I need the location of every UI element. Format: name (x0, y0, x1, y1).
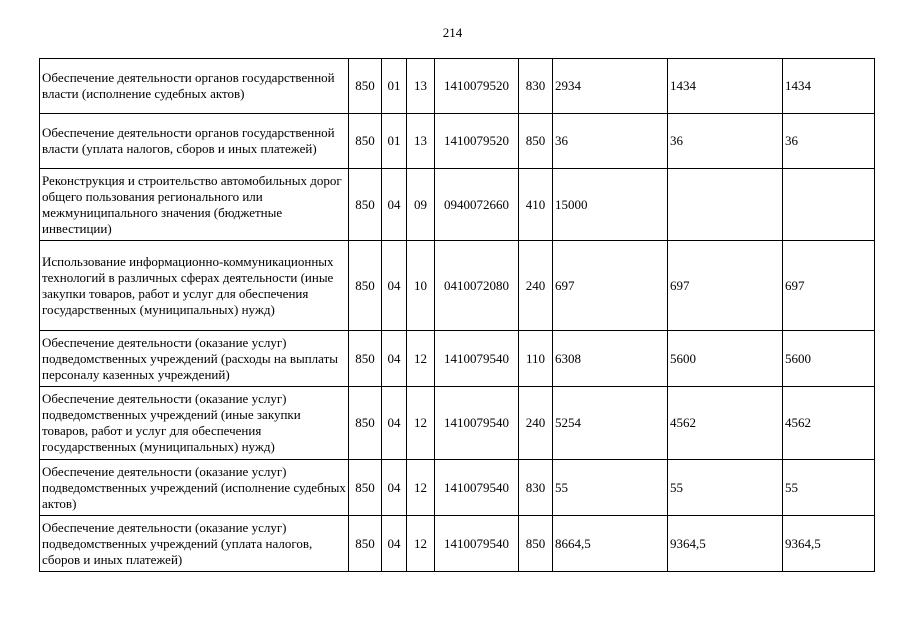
cell-name: Использование информационно-коммуникационных технологий в различных сферах деятельности (иные закупки товаров, работ и услуг для обеспечения государственных (муниципальных) нужд) (40, 241, 349, 331)
cell-expense-type: 830 (519, 460, 553, 516)
cell-subsection-code: 12 (407, 387, 435, 460)
cell-subsection-code: 13 (407, 114, 435, 169)
cell-amount-2: 5600 (668, 331, 783, 387)
cell-section-code: 04 (382, 241, 407, 331)
cell-expense-type: 240 (519, 387, 553, 460)
table-row (40, 387, 875, 460)
cell-name: Обеспечение деятельности (оказание услуг) подведомственных учреждений (уплата налогов, сборов и иных платежей) (40, 516, 349, 572)
cell-amount-3: 5600 (783, 331, 875, 387)
cell-amount-3 (783, 169, 875, 241)
cell-ved-code: 850 (349, 114, 382, 169)
table-row (40, 241, 875, 331)
cell-name: Обеспечение деятельности (оказание услуг) подведомственных учреждений (расходы на выплаты персоналу казенных учреждений) (40, 331, 349, 387)
cell-name: Обеспечение деятельности органов государственной власти (уплата налогов, сборов и иных платежей) (40, 114, 349, 169)
table-row (40, 460, 875, 516)
budget-table (39, 58, 875, 572)
table-row (40, 516, 875, 572)
cell-subsection-code: 12 (407, 460, 435, 516)
cell-amount-3: 9364,5 (783, 516, 875, 572)
cell-subsection-code: 12 (407, 331, 435, 387)
cell-amount-2: 4562 (668, 387, 783, 460)
cell-amount-3: 55 (783, 460, 875, 516)
cell-expense-type: 410 (519, 169, 553, 241)
cell-subsection-code: 09 (407, 169, 435, 241)
cell-amount-2: 697 (668, 241, 783, 331)
cell-section-code: 04 (382, 516, 407, 572)
cell-section-code: 04 (382, 169, 407, 241)
cell-section-code: 01 (382, 59, 407, 114)
cell-name: Обеспечение деятельности (оказание услуг) подведомственных учреждений (исполнение судебных актов) (40, 460, 349, 516)
cell-amount-2: 9364,5 (668, 516, 783, 572)
cell-target-article: 0410072080 (435, 241, 519, 331)
cell-subsection-code: 10 (407, 241, 435, 331)
cell-target-article: 1410079520 (435, 59, 519, 114)
cell-amount-1: 36 (553, 114, 668, 169)
cell-ved-code: 850 (349, 387, 382, 460)
cell-target-article: 0940072660 (435, 169, 519, 241)
cell-amount-1: 2934 (553, 59, 668, 114)
cell-target-article: 1410079540 (435, 516, 519, 572)
table-row (40, 59, 875, 114)
cell-ved-code: 850 (349, 169, 382, 241)
cell-amount-1: 697 (553, 241, 668, 331)
cell-amount-2: 36 (668, 114, 783, 169)
cell-amount-3: 4562 (783, 387, 875, 460)
cell-name: Реконструкция и строительство автомобильных дорог общего пользования регионального или межмуниципального значения (бюджетные инвестиции) (40, 169, 349, 241)
cell-section-code: 04 (382, 387, 407, 460)
cell-ved-code: 850 (349, 241, 382, 331)
cell-amount-1: 55 (553, 460, 668, 516)
table-row (40, 331, 875, 387)
cell-target-article: 1410079540 (435, 387, 519, 460)
cell-target-article: 1410079540 (435, 331, 519, 387)
cell-subsection-code: 12 (407, 516, 435, 572)
cell-section-code: 01 (382, 114, 407, 169)
cell-expense-type: 240 (519, 241, 553, 331)
cell-amount-1: 15000 (553, 169, 668, 241)
table-row (40, 114, 875, 169)
cell-amount-2 (668, 169, 783, 241)
cell-section-code: 04 (382, 460, 407, 516)
cell-ved-code: 850 (349, 516, 382, 572)
cell-expense-type: 110 (519, 331, 553, 387)
table-row (40, 169, 875, 241)
cell-ved-code: 850 (349, 59, 382, 114)
cell-amount-3: 1434 (783, 59, 875, 114)
cell-ved-code: 850 (349, 460, 382, 516)
cell-amount-1: 8664,5 (553, 516, 668, 572)
cell-subsection-code: 13 (407, 59, 435, 114)
cell-amount-3: 697 (783, 241, 875, 331)
cell-expense-type: 830 (519, 59, 553, 114)
cell-expense-type: 850 (519, 516, 553, 572)
cell-expense-type: 850 (519, 114, 553, 169)
cell-amount-1: 5254 (553, 387, 668, 460)
cell-amount-3: 36 (783, 114, 875, 169)
cell-name: Обеспечение деятельности (оказание услуг) подведомственных учреждений (иные закупки товаров, работ и услуг для обеспечения государственных (муниципальных) нужд) (40, 387, 349, 460)
cell-target-article: 1410079520 (435, 114, 519, 169)
cell-ved-code: 850 (349, 331, 382, 387)
cell-section-code: 04 (382, 331, 407, 387)
cell-target-article: 1410079540 (435, 460, 519, 516)
cell-amount-2: 55 (668, 460, 783, 516)
cell-amount-1: 6308 (553, 331, 668, 387)
cell-name: Обеспечение деятельности органов государственной власти (исполнение судебных актов) (40, 59, 349, 114)
page-number: 214 (442, 25, 463, 40)
cell-amount-2: 1434 (668, 59, 783, 114)
